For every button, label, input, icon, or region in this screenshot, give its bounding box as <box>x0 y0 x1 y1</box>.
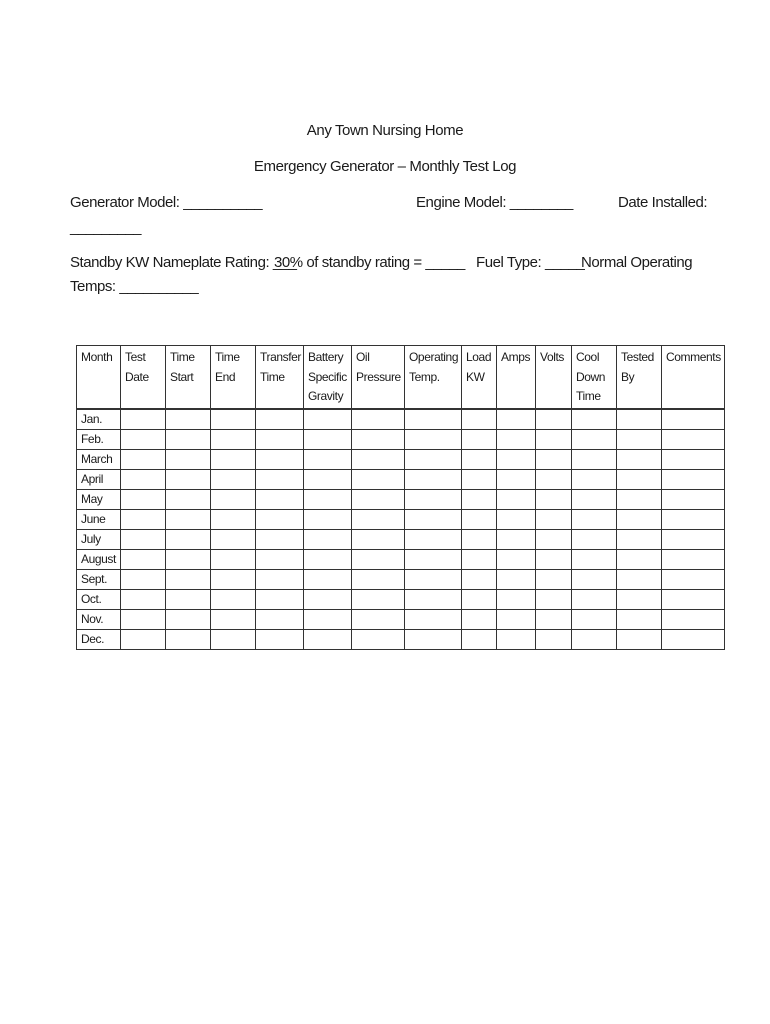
entry-cell[interactable] <box>662 449 725 469</box>
entry-cell[interactable] <box>304 489 352 509</box>
table-row <box>77 549 725 569</box>
header-row <box>77 346 725 409</box>
column-header <box>462 346 497 409</box>
entry-cell[interactable] <box>166 609 211 629</box>
column-header-line: Amps <box>501 350 531 364</box>
column-header <box>256 346 304 409</box>
month-cell: Jan. <box>77 409 121 430</box>
entry-cell[interactable] <box>256 469 304 489</box>
entry-cell[interactable] <box>121 609 166 629</box>
entry-cell[interactable] <box>617 589 662 609</box>
table-row <box>77 509 725 529</box>
entry-cell[interactable] <box>405 449 462 469</box>
table-row <box>77 469 725 489</box>
entry-cell[interactable] <box>304 569 352 589</box>
column-header-line: Time <box>215 350 240 364</box>
column-header-line: Time <box>170 350 195 364</box>
month-cell: Sept. <box>77 569 121 589</box>
entry-cell[interactable] <box>536 509 572 529</box>
entry-cell[interactable] <box>166 549 211 569</box>
entry-cell[interactable] <box>304 409 352 430</box>
entry-cell[interactable] <box>497 549 536 569</box>
entry-cell[interactable] <box>405 609 462 629</box>
entry-cell[interactable] <box>497 409 536 430</box>
entry-cell[interactable] <box>304 549 352 569</box>
column-header <box>304 346 352 409</box>
column-header-line: Load <box>466 350 492 364</box>
month-cell: Oct. <box>77 589 121 609</box>
entry-cell[interactable] <box>662 509 725 529</box>
entry-cell[interactable] <box>662 629 725 649</box>
entry-cell[interactable] <box>304 529 352 549</box>
column-header-line: Operating <box>409 350 459 364</box>
column-header <box>77 346 121 409</box>
entry-cell[interactable] <box>536 489 572 509</box>
entry-cell[interactable] <box>256 509 304 529</box>
entry-cell[interactable] <box>352 449 405 469</box>
table-row <box>77 629 725 649</box>
table-row <box>77 589 725 609</box>
entry-cell[interactable] <box>121 409 166 430</box>
entry-cell[interactable] <box>536 469 572 489</box>
entry-cell[interactable] <box>662 549 725 569</box>
column-header-line: Comments <box>666 350 721 364</box>
entry-cell[interactable] <box>352 589 405 609</box>
column-header-line: By <box>621 369 635 384</box>
column-header-line: Down <box>576 369 606 384</box>
entry-cell[interactable] <box>462 489 497 509</box>
entry-cell[interactable] <box>536 609 572 629</box>
entry-cell[interactable] <box>497 489 536 509</box>
entry-cell[interactable] <box>166 589 211 609</box>
entry-cell[interactable] <box>211 589 256 609</box>
entry-cell[interactable] <box>211 409 256 430</box>
entry-cell[interactable] <box>304 469 352 489</box>
entry-cell[interactable] <box>572 429 617 449</box>
column-header-line: Volts <box>540 350 565 364</box>
entry-cell[interactable] <box>256 489 304 509</box>
column-header <box>211 346 256 409</box>
entry-cell[interactable] <box>405 629 462 649</box>
table-row <box>77 569 725 589</box>
month-cell: June <box>77 509 121 529</box>
column-header-line: Date <box>125 369 149 384</box>
entry-cell[interactable] <box>304 629 352 649</box>
temps-field[interactable]: Temps: __________ <box>70 278 199 295</box>
entry-cell[interactable] <box>497 429 536 449</box>
column-header-line: Battery <box>308 350 344 364</box>
entry-cell[interactable] <box>462 529 497 549</box>
entry-cell[interactable] <box>662 409 725 430</box>
entry-cell[interactable] <box>405 409 462 430</box>
standby-kw-field[interactable]: Standby KW Nameplate Rating: ___ <box>70 254 297 271</box>
entry-cell[interactable] <box>497 469 536 489</box>
entry-cell[interactable] <box>352 429 405 449</box>
entry-cell[interactable] <box>166 409 211 430</box>
entry-cell[interactable] <box>166 469 211 489</box>
month-cell: Nov. <box>77 609 121 629</box>
entry-cell[interactable] <box>352 469 405 489</box>
entry-cell[interactable] <box>256 529 304 549</box>
entry-cell[interactable] <box>462 629 497 649</box>
entry-cell[interactable] <box>211 549 256 569</box>
table-row <box>77 429 725 449</box>
column-header-line: Temp. <box>409 369 440 384</box>
normal-operating-label: Normal Operating <box>581 254 693 271</box>
column-header <box>572 346 617 409</box>
entry-cell[interactable] <box>497 589 536 609</box>
table-body <box>77 409 725 650</box>
column-header-line: Tested <box>621 350 654 364</box>
column-header-line: End <box>215 369 236 384</box>
entry-cell[interactable] <box>617 469 662 489</box>
entry-cell[interactable] <box>211 569 256 589</box>
entry-cell[interactable] <box>497 529 536 549</box>
column-header-line: Specific <box>308 369 347 384</box>
date-installed-label: Date Installed: <box>618 194 708 211</box>
entry-cell[interactable] <box>256 589 304 609</box>
entry-cell[interactable] <box>352 529 405 549</box>
entry-cell[interactable] <box>166 449 211 469</box>
entry-cell[interactable] <box>405 529 462 549</box>
month-cell: May <box>77 489 121 509</box>
date-installed-field[interactable]: _________ <box>70 219 142 236</box>
entry-cell[interactable] <box>121 549 166 569</box>
entry-cell[interactable] <box>536 449 572 469</box>
entry-cell[interactable] <box>462 549 497 569</box>
entry-cell[interactable] <box>121 529 166 549</box>
column-header-line: Gravity <box>308 389 344 403</box>
entry-cell[interactable] <box>462 449 497 469</box>
entry-cell[interactable] <box>166 529 211 549</box>
entry-cell[interactable] <box>166 569 211 589</box>
table-row <box>77 449 725 469</box>
column-header-line: Pressure <box>356 369 401 384</box>
entry-cell[interactable] <box>662 429 725 449</box>
entry-cell[interactable] <box>352 549 405 569</box>
entry-cell[interactable] <box>497 629 536 649</box>
entry-cell[interactable] <box>405 489 462 509</box>
entry-cell[interactable] <box>121 569 166 589</box>
entry-cell[interactable] <box>536 629 572 649</box>
column-header-line: Month <box>81 350 113 364</box>
column-header-line: Oil <box>356 350 370 364</box>
month-cell: Feb. <box>77 429 121 449</box>
entry-cell[interactable] <box>462 409 497 430</box>
thirty-percent-field[interactable]: 30% of standby rating = _____ <box>274 254 465 271</box>
entry-cell[interactable] <box>352 409 405 430</box>
entry-cell[interactable] <box>256 609 304 629</box>
entry-cell[interactable] <box>256 409 304 430</box>
table-row <box>77 489 725 509</box>
table-row <box>77 409 725 430</box>
entry-cell[interactable] <box>572 529 617 549</box>
column-header <box>121 346 166 409</box>
entry-cell[interactable] <box>536 589 572 609</box>
entry-cell[interactable] <box>462 589 497 609</box>
entry-cell[interactable] <box>462 509 497 529</box>
entry-cell[interactable] <box>211 509 256 529</box>
entry-cell[interactable] <box>211 529 256 549</box>
entry-cell[interactable] <box>121 449 166 469</box>
entry-cell[interactable] <box>211 629 256 649</box>
entry-cell[interactable] <box>662 469 725 489</box>
entry-cell[interactable] <box>405 549 462 569</box>
entry-cell[interactable] <box>462 609 497 629</box>
entry-cell[interactable] <box>121 509 166 529</box>
entry-cell[interactable] <box>304 429 352 449</box>
month-cell: July <box>77 529 121 549</box>
entry-cell[interactable] <box>304 509 352 529</box>
column-header <box>497 346 536 409</box>
column-header <box>662 346 725 409</box>
entry-cell[interactable] <box>256 429 304 449</box>
entry-cell[interactable] <box>572 629 617 649</box>
entry-cell[interactable] <box>617 409 662 430</box>
entry-cell[interactable] <box>497 569 536 589</box>
table-row <box>77 529 725 549</box>
entry-cell[interactable] <box>211 609 256 629</box>
entry-cell[interactable] <box>211 429 256 449</box>
entry-cell[interactable] <box>536 529 572 549</box>
form-title: Emergency Generator – Monthly Test Log <box>253 158 517 175</box>
entry-cell[interactable] <box>405 589 462 609</box>
column-header <box>536 346 572 409</box>
entry-cell[interactable] <box>536 549 572 569</box>
entry-cell[interactable] <box>617 529 662 549</box>
entry-cell[interactable] <box>497 609 536 629</box>
entry-cell[interactable] <box>256 629 304 649</box>
entry-cell[interactable] <box>617 449 662 469</box>
entry-cell[interactable] <box>572 409 617 430</box>
entry-cell[interactable] <box>617 609 662 629</box>
entry-cell[interactable] <box>617 569 662 589</box>
column-header-line: Transfer <box>260 350 302 364</box>
entry-cell[interactable] <box>662 569 725 589</box>
month-cell: April <box>77 469 121 489</box>
entry-cell[interactable] <box>166 629 211 649</box>
entry-cell[interactable] <box>405 429 462 449</box>
org-name: Any Town Nursing Home <box>306 122 464 139</box>
monthly-test-log-table <box>76 345 725 650</box>
entry-cell[interactable] <box>304 609 352 629</box>
entry-cell[interactable] <box>405 509 462 529</box>
entry-cell[interactable] <box>497 449 536 469</box>
entry-cell[interactable] <box>352 629 405 649</box>
fuel-type-field[interactable]: Fuel Type: _____ <box>476 254 585 271</box>
entry-cell[interactable] <box>211 449 256 469</box>
entry-cell[interactable] <box>256 569 304 589</box>
entry-cell[interactable] <box>536 429 572 449</box>
entry-cell[interactable] <box>662 589 725 609</box>
entry-cell[interactable] <box>572 509 617 529</box>
table-row <box>77 609 725 629</box>
entry-cell[interactable] <box>497 509 536 529</box>
entry-cell[interactable] <box>405 469 462 489</box>
entry-cell[interactable] <box>572 589 617 609</box>
entry-cell[interactable] <box>617 429 662 449</box>
entry-cell[interactable] <box>617 629 662 649</box>
entry-cell[interactable] <box>617 549 662 569</box>
entry-cell[interactable] <box>121 589 166 609</box>
entry-cell[interactable] <box>304 449 352 469</box>
entry-cell[interactable] <box>617 509 662 529</box>
month-cell: Dec. <box>77 629 121 649</box>
entry-cell[interactable] <box>662 609 725 629</box>
entry-cell[interactable] <box>211 489 256 509</box>
entry-cell[interactable] <box>352 569 405 589</box>
column-header <box>405 346 462 409</box>
entry-cell[interactable] <box>662 529 725 549</box>
column-header-line: Time <box>260 369 285 384</box>
entry-cell[interactable] <box>121 489 166 509</box>
column-header-line: Start <box>170 369 194 384</box>
entry-cell[interactable] <box>572 549 617 569</box>
entry-cell[interactable] <box>462 569 497 589</box>
column-header-line: KW <box>466 369 485 384</box>
entry-cell[interactable] <box>536 409 572 430</box>
entry-cell[interactable] <box>462 469 497 489</box>
column-header-line: Time <box>576 389 601 403</box>
entry-cell[interactable] <box>256 449 304 469</box>
entry-cell[interactable] <box>462 429 497 449</box>
entry-cell[interactable] <box>352 609 405 629</box>
entry-cell[interactable] <box>211 469 256 489</box>
entry-cell[interactable] <box>166 429 211 449</box>
entry-cell[interactable] <box>572 449 617 469</box>
column-header <box>617 346 662 409</box>
column-header-line: Test <box>125 350 146 364</box>
entry-cell[interactable] <box>352 509 405 529</box>
column-header-line: Cool <box>576 350 600 364</box>
entry-cell[interactable] <box>121 469 166 489</box>
entry-cell[interactable] <box>121 429 166 449</box>
entry-cell[interactable] <box>352 489 405 509</box>
entry-cell[interactable] <box>662 489 725 509</box>
entry-cell[interactable] <box>121 629 166 649</box>
month-cell: March <box>77 449 121 469</box>
column-header <box>166 346 211 409</box>
entry-cell[interactable] <box>256 549 304 569</box>
column-header <box>352 346 405 409</box>
entry-cell[interactable] <box>166 489 211 509</box>
entry-cell[interactable] <box>304 589 352 609</box>
entry-cell[interactable] <box>617 489 662 509</box>
generator-model-field[interactable]: Generator Model: __________ <box>70 194 263 211</box>
entry-cell[interactable] <box>166 509 211 529</box>
entry-cell[interactable] <box>536 569 572 589</box>
entry-cell[interactable] <box>405 569 462 589</box>
entry-cell[interactable] <box>572 469 617 489</box>
entry-cell[interactable] <box>572 489 617 509</box>
entry-cell[interactable] <box>572 609 617 629</box>
entry-cell[interactable] <box>572 569 617 589</box>
engine-model-field[interactable]: Engine Model: ________ <box>416 194 573 211</box>
month-cell: August <box>77 549 121 569</box>
